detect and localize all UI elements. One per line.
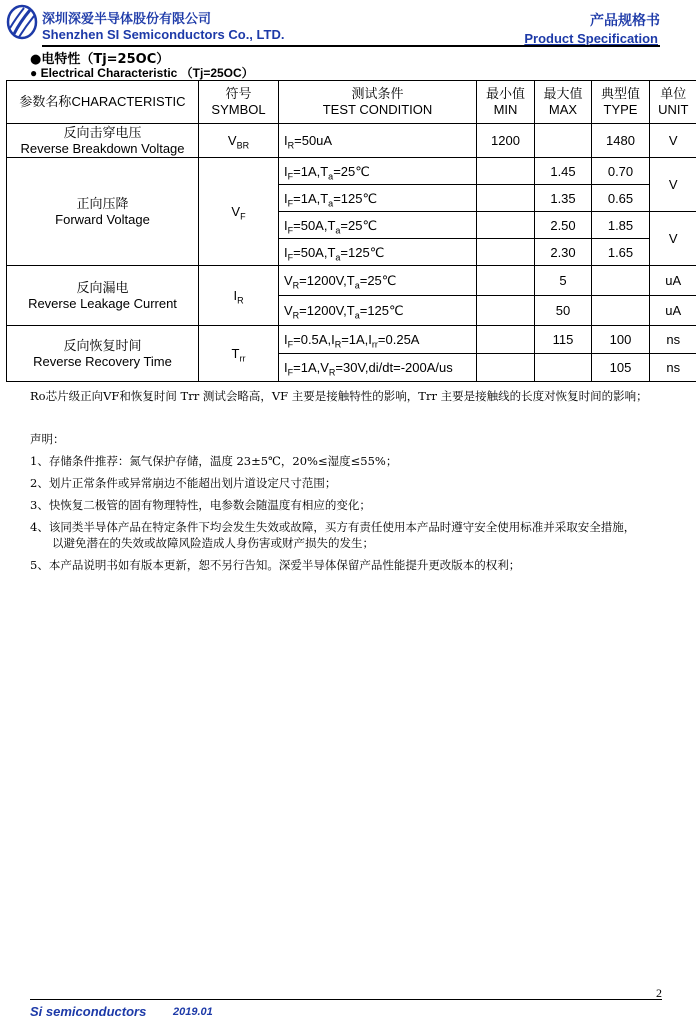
min-value [477,239,535,266]
unit-value: ns [650,326,696,354]
table-header-row [7,81,696,124]
declaration-item: 2、划片正常条件或异常崩边不能超出划片道设定尺寸范围； [30,476,337,490]
unit-value: V [650,212,696,266]
declaration-title: 声明： [30,432,65,446]
spec-title-en: Product Specification [524,31,658,46]
max-value [535,354,592,382]
header-type: 典型值 TYPE [592,81,650,124]
typ-value: 1480 [592,124,650,158]
declaration-item: 以避免潜在的失效或故障风险造成人身伤害或财产损失的发生； [52,536,374,550]
footer-brand: Si semiconductors [30,1004,147,1019]
param-name: 反向恢复时间 Reverse Recovery Time [7,326,199,382]
max-value: 1.35 [535,185,592,212]
typ-value: 0.70 [592,158,650,185]
symbol-cell: $I_R$ [199,266,279,326]
spec-title-cn: 产品规格书 [590,13,660,29]
max-value: 2.30 [535,239,592,266]
header-min: 最小值 MIN [477,81,535,124]
header-test-condition: 测试条件 TEST CONDITION [279,81,477,124]
declaration [30,428,635,576]
table-row [7,124,696,158]
table-row [7,266,696,296]
test-condition: $I_F=50A,T_a=25℃$ [279,212,477,239]
test-condition: $I_F=1A,V_R=30V,di/dt=-200A/us$ [279,354,477,382]
param-name: 反向漏电 Reverse Leakage Current [7,266,199,326]
footer-divider [30,999,662,1000]
min-value [477,212,535,239]
unit-value: uA [650,266,696,296]
page-number: 2 [656,986,662,1000]
header-characteristic: 参数名称CHARACTERISTIC [7,81,199,124]
typ-value: 0.65 [592,185,650,212]
footer-date: 2019.01 [173,1006,213,1018]
max-value [535,124,592,158]
declaration-item: 1、存储条件推荐：氮气保护存储，温度 23±5℃，20%≤湿度≤55%； [30,454,398,468]
test-condition: $V_R=1200V,T_a=125℃$ [279,296,477,326]
typ-value: 105 [592,354,650,382]
table-row [7,158,696,185]
typ-value [592,296,650,326]
symbol-cell: $V_F$ [199,158,279,266]
max-value: 115 [535,326,592,354]
param-name: 反向击穿电压 Reverse Breakdown Voltage [7,124,199,158]
min-value [477,158,535,185]
param-name: 正向压降 Forward Voltage [7,158,199,266]
test-condition: $I_F=0.5A,I_R=1A,I_{rr}=0.25A$ [279,326,477,354]
table-row [7,326,696,354]
min-value [477,266,535,296]
company-name-cn: 深圳深爱半导体股份有限公司 [42,12,212,27]
section-title-en: ● Electrical Characteristic （Tj=25OC） [30,66,254,80]
typ-value: 1.85 [592,212,650,239]
min-value [477,354,535,382]
symbol-cell: $V_{BR}$ [199,124,279,158]
section-title-cn: ●电特性（Tj=25OC） [30,52,170,67]
min-value: 1200 [477,124,535,158]
header-divider [42,45,660,47]
unit-value: ns [650,354,696,382]
header-unit: 单位 UNIT [650,81,696,124]
test-note: Ro芯片级正向VF和恢复时间 Trr 测试会略高，VF 主要是接触特性的影响，Trr 主要是接触线的长度对恢复时间的影响； [30,389,648,403]
electrical-characteristics-table [6,80,696,382]
test-condition: $I_F=1A,T_a=125℃$ [279,185,477,212]
min-value [477,296,535,326]
max-value: 1.45 [535,158,592,185]
header-symbol: 符号 SYMBOL [199,81,279,124]
max-value: 5 [535,266,592,296]
declaration-item: 4、该同类半导体产品在特定条件下均会发生失效或故障，买方有责任使用本产品时遵守安全使用标准并采取安全措施， [30,520,636,534]
typ-value [592,266,650,296]
test-condition: $V_R=1200V,T_a=25℃$ [279,266,477,296]
test-condition: $I_F=50A,T_a=125℃$ [279,239,477,266]
company-logo-icon [6,4,38,40]
declaration-item: 3、快恢复二极管的固有物理特性，电参数会随温度有相应的变化； [30,498,371,512]
symbol-cell: $T_{rr}$ [199,326,279,382]
test-condition: $I_R=50uA$ [279,124,477,158]
test-condition: $I_F=1A,T_a=25℃$ [279,158,477,185]
declaration-item: 5、本产品说明书如有版本更新，恕不另行告知。深爱半导体保留产品性能提升更改版本的权利； [30,558,521,572]
max-value: 50 [535,296,592,326]
unit-value: V [650,124,696,158]
unit-value: uA [650,296,696,326]
min-value [477,326,535,354]
max-value: 2.50 [535,212,592,239]
typ-value: 100 [592,326,650,354]
min-value [477,185,535,212]
header-max: 最大值 MAX [535,81,592,124]
unit-value: V [650,158,696,212]
company-name-en: Shenzhen SI Semiconductors Co., LTD. [42,27,285,42]
typ-value: 1.65 [592,239,650,266]
